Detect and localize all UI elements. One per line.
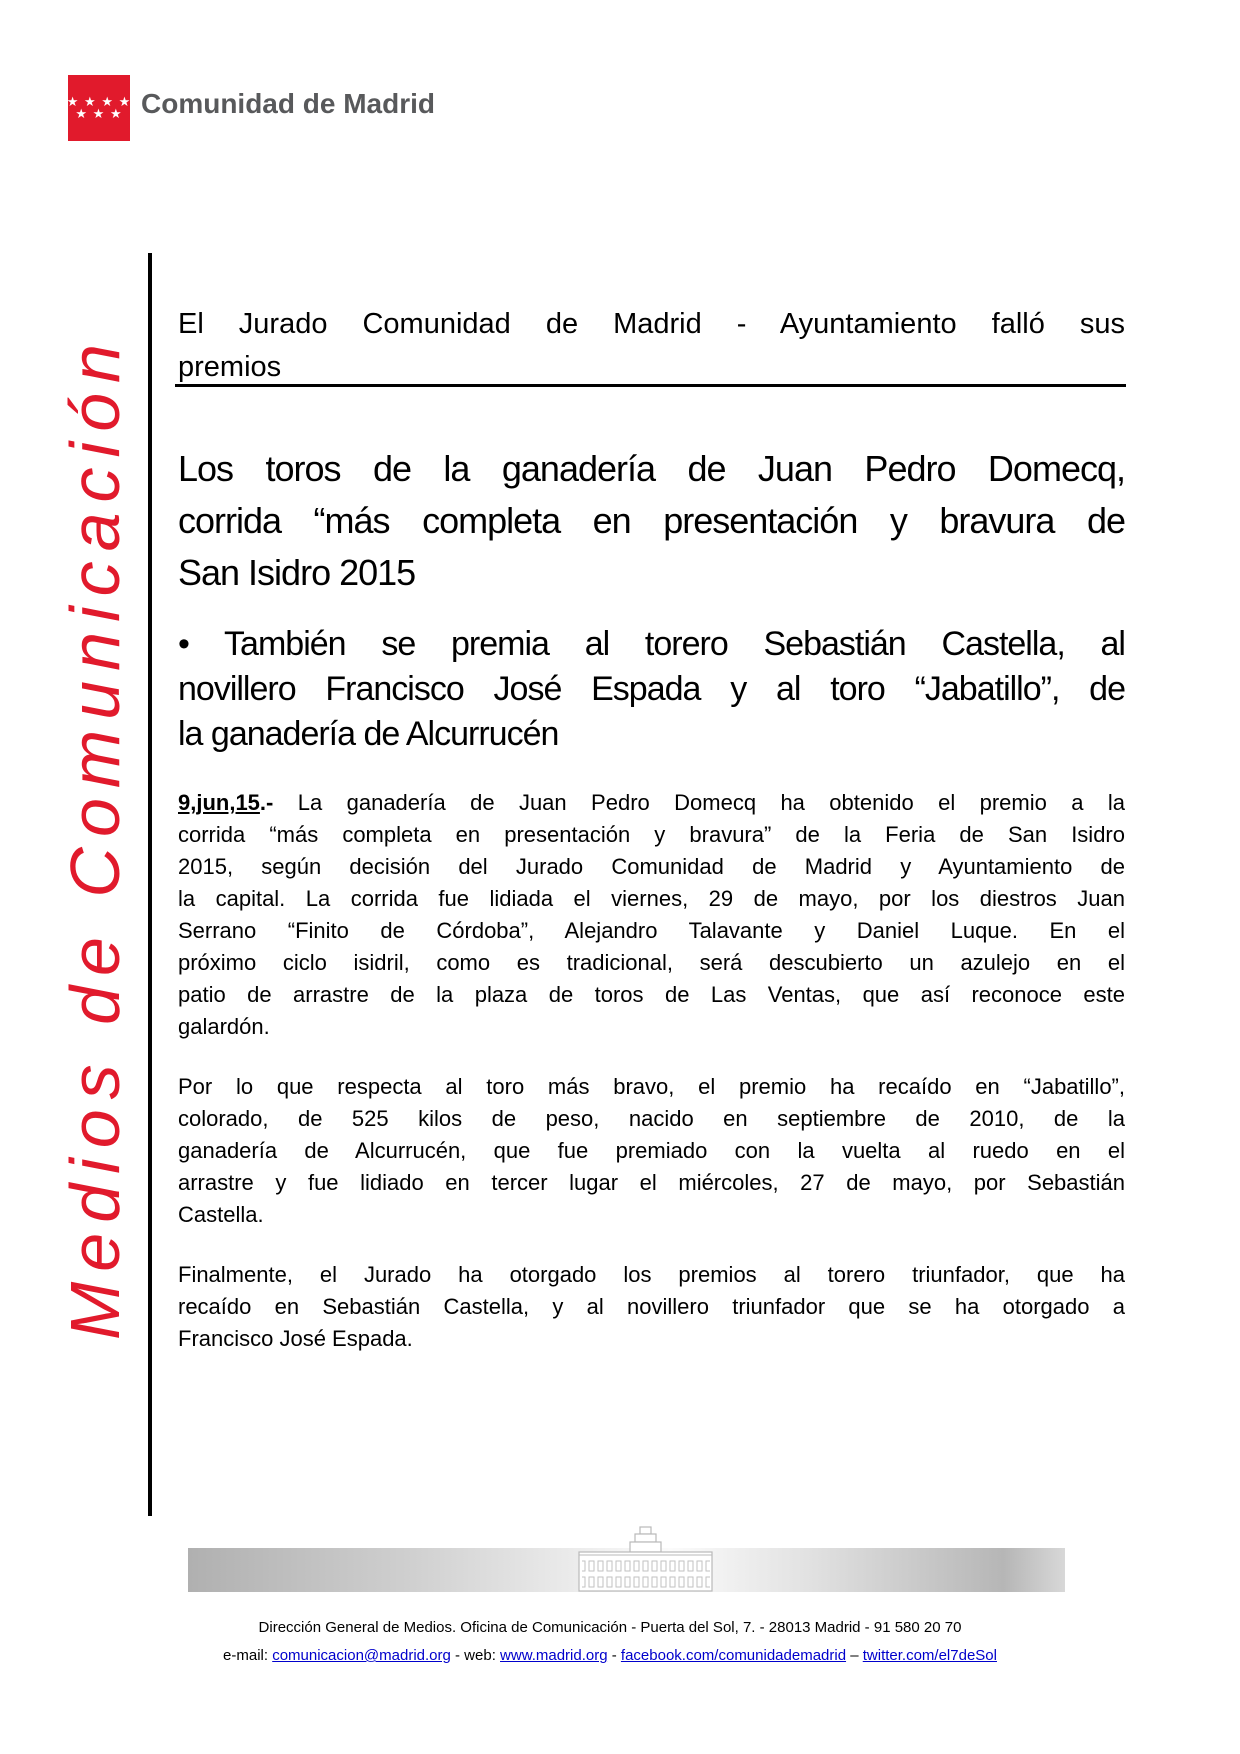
vertical-divider (148, 253, 152, 1516)
headline-line: Los toros de la ganadería de Juan Pedro Domecq, (178, 448, 1125, 489)
text-line: galardón. (178, 1014, 270, 1039)
footer-links-line (95, 1642, 1125, 1670)
text-line: próximo ciclo isidril, como es tradicional, será descubierto un azulejo en el (178, 950, 1125, 975)
kicker-line: premios (178, 351, 282, 383)
text-line: corrida “más completa en presentación y bravura” de la Feria de San Isidro (178, 822, 1125, 847)
paragraph-text: La ganadería de Juan Pedro Domecq ha obtenido el premio a la (273, 790, 1125, 815)
bullet-line: • También se premia al torero Sebastián Castella, al (178, 625, 1125, 663)
flag-stars-icon: ★ ★ ★ ★ (66, 94, 132, 109)
text-line: arrastre y fue lidiado en tercer lugar el miércoles, 27 de mayo, por Sebastián (178, 1170, 1125, 1195)
text-line: recaído en Sebastián Castella, y al novillero triunfador que se ha otorgado a (178, 1294, 1125, 1319)
headline-line: San Isidro 2015 (178, 552, 416, 593)
vertical-banner-label: Medios de Comunicación (56, 334, 134, 1340)
main-headline (178, 443, 1125, 599)
facebook-link[interactable]: facebook.com/comunidademadrid (620, 1647, 847, 1664)
date-label: 9,jun,15.- (178, 790, 274, 815)
text-line: Por lo que respecta al toro más bravo, el premio ha recaído en “Jabatillo”, (178, 1074, 1125, 1099)
email-label: e-mail: (223, 1647, 273, 1664)
text-line: la capital. La corrida fue lidiada el viernes, 29 de mayo, por los diestros Juan (178, 886, 1125, 911)
body-paragraph-2 (178, 1071, 1125, 1231)
text-line: ganadería de Alcurrucén, que fue premiado con la vuelta al ruedo en el (178, 1138, 1125, 1163)
footer-address-line: Dirección General de Medios. Oficina de Comunicación - Puerta del Sol, 7. - 28013 Madrid - 91 580 20 70 (258, 1619, 962, 1636)
text-line: Francisco José Espada. (178, 1326, 413, 1351)
logo-title: Comunidad de Madrid (141, 88, 435, 119)
text-line: Serrano “Finito de Córdoba”, Alejandro Talavante y Daniel Luque. En el (178, 918, 1125, 943)
building-illustration (578, 1526, 713, 1592)
header-rule (175, 384, 1126, 387)
web-link[interactable]: www.madrid.org (500, 1647, 608, 1664)
web-label: - web: (450, 1647, 501, 1664)
text-line: patio de arrastre de la plaza de toros de Las Ventas, que así reconoce este (178, 982, 1125, 1007)
kicker-header (178, 303, 1125, 389)
twitter-link[interactable]: twitter.com/el7deSol (862, 1647, 997, 1664)
text-line: 2015, según decisión del Jurado Comunidad de Madrid y Ayuntamiento de (178, 854, 1125, 879)
comunidad-madrid-flag-logo (68, 75, 130, 141)
bullet-line: novillero Francisco José Espada y al toro “Jabatillo”, de (178, 670, 1125, 708)
text-line: Finalmente, el Jurado ha otorgado los premios al torero triunfador, que ha (178, 1262, 1125, 1287)
separator: – (846, 1647, 863, 1664)
kicker-line: El Jurado Comunidad de Madrid - Ayuntamiento falló sus (178, 308, 1125, 340)
dateline (178, 787, 1125, 819)
body-paragraph-1 (178, 787, 1125, 1043)
text-line: colorado, de 525 kilos de peso, nacido en septiembre de 2010, de la (178, 1106, 1125, 1131)
paragraph-lines (178, 819, 1125, 1043)
headline-line: corrida “más completa en presentación y bravura de (178, 500, 1125, 541)
separator: - (607, 1647, 621, 1664)
bullet-subhead (178, 622, 1125, 757)
footer-contact (95, 1614, 1125, 1670)
text-line: Castella. (178, 1202, 264, 1227)
email-link[interactable]: comunicacion@madrid.org (272, 1647, 451, 1664)
bullet-line: la ganadería de Alcurrucén (178, 715, 559, 753)
body-paragraph-3 (178, 1259, 1125, 1355)
flag-stars-icon: ★ ★ ★ (75, 106, 123, 121)
